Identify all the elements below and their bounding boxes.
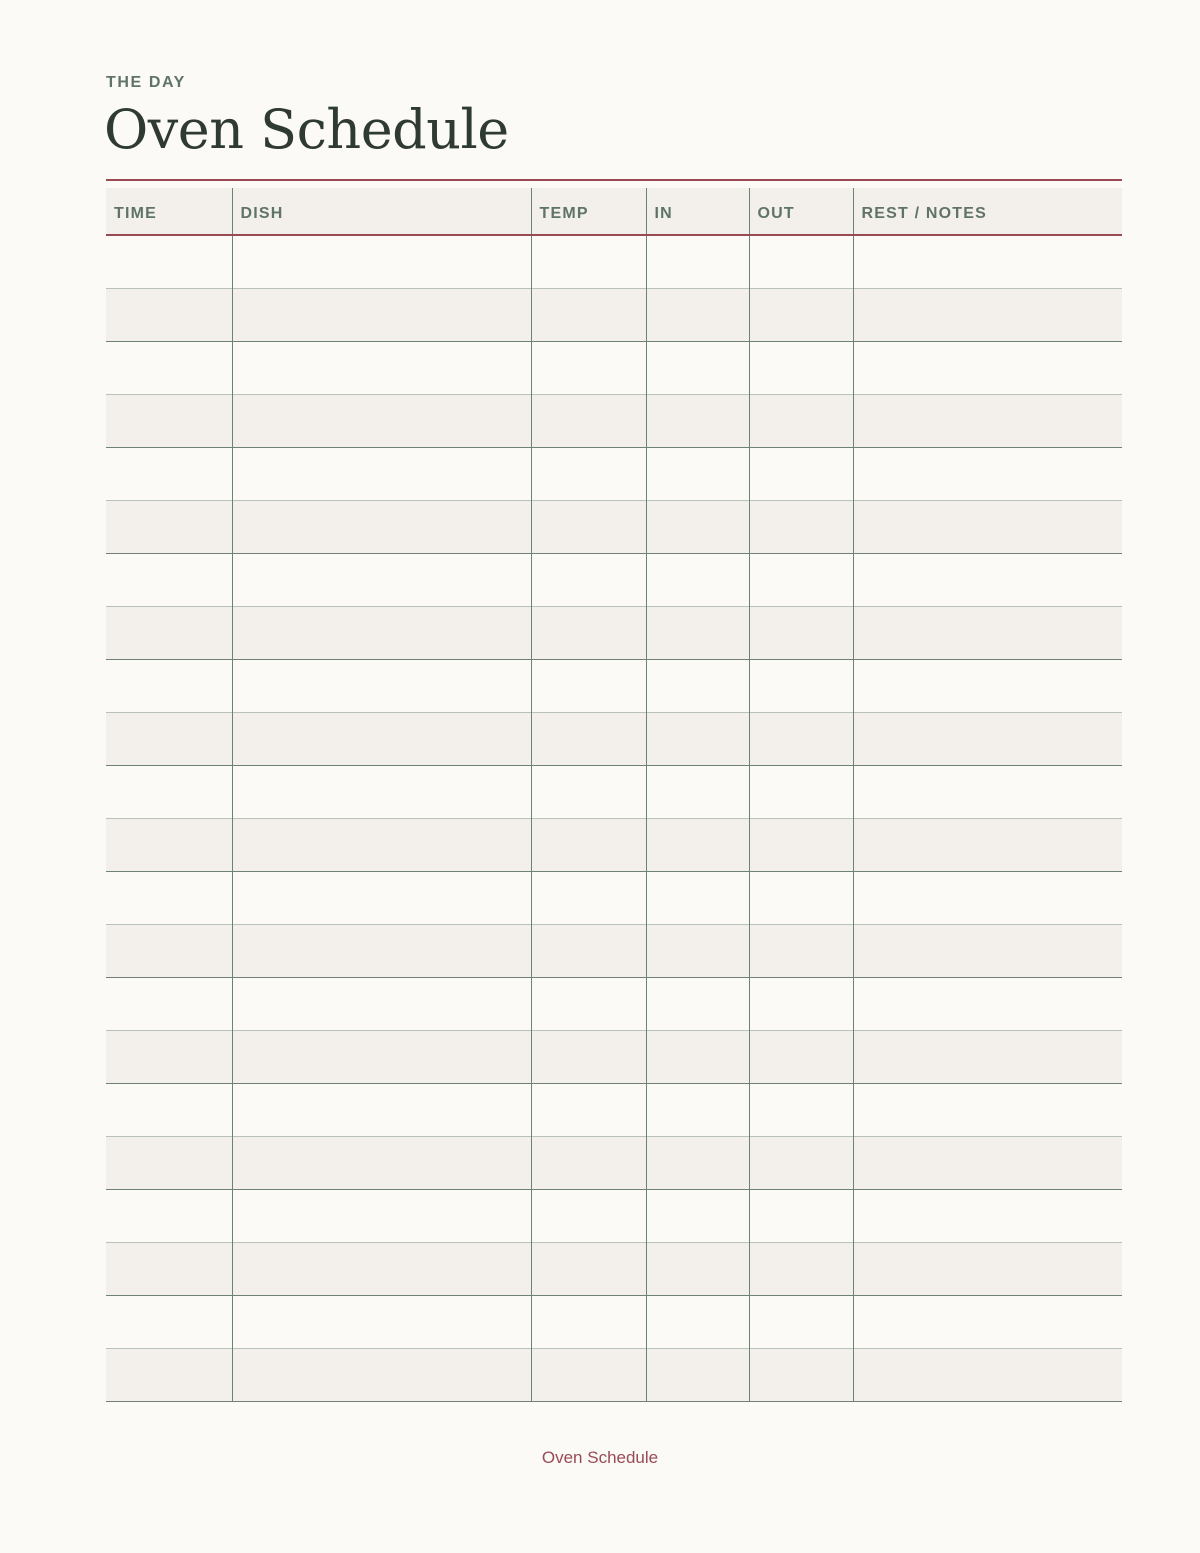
column-header-out: OUT (749, 188, 853, 235)
table-row (106, 394, 1122, 447)
out-cell[interactable] (749, 394, 853, 447)
in-cell[interactable] (646, 977, 749, 1030)
in-cell[interactable] (646, 765, 749, 818)
out-cell[interactable] (749, 659, 853, 712)
table-row (106, 1189, 1122, 1242)
time-cell[interactable] (106, 447, 232, 500)
in-cell[interactable] (646, 235, 749, 288)
in-cell[interactable] (646, 712, 749, 765)
out-cell[interactable] (749, 553, 853, 606)
time-cell[interactable] (106, 606, 232, 659)
time-cell[interactable] (106, 1242, 232, 1295)
in-cell[interactable] (646, 1030, 749, 1083)
time-cell[interactable] (106, 924, 232, 977)
rest-notes-cell[interactable] (853, 712, 1122, 765)
table-row (106, 235, 1122, 288)
eyebrow-label: THE DAY (106, 74, 186, 91)
time-cell[interactable] (106, 235, 232, 288)
rest-notes-cell[interactable] (853, 871, 1122, 924)
rest-notes-cell[interactable] (853, 924, 1122, 977)
rest-notes-cell[interactable] (853, 288, 1122, 341)
dish-cell[interactable] (232, 1295, 531, 1348)
in-cell[interactable] (646, 1189, 749, 1242)
time-cell[interactable] (106, 1348, 232, 1401)
out-cell[interactable] (749, 1295, 853, 1348)
dish-cell[interactable] (232, 977, 531, 1030)
in-cell[interactable] (646, 871, 749, 924)
time-cell[interactable] (106, 1189, 232, 1242)
temp-cell[interactable] (531, 1083, 646, 1136)
dish-cell[interactable] (232, 288, 531, 341)
column-header-time: TIME (114, 205, 158, 222)
out-cell[interactable] (749, 1242, 853, 1295)
out-cell[interactable] (749, 1189, 853, 1242)
time-cell[interactable] (106, 1295, 232, 1348)
time-cell[interactable] (106, 1030, 232, 1083)
dish-cell[interactable] (232, 553, 531, 606)
temp-cell[interactable] (531, 977, 646, 1030)
out-cell[interactable] (749, 818, 853, 871)
dish-cell[interactable] (232, 1242, 531, 1295)
dish-cell[interactable] (232, 924, 531, 977)
out-cell[interactable] (749, 606, 853, 659)
temp-cell[interactable] (531, 1189, 646, 1242)
in-cell[interactable] (646, 924, 749, 977)
out-cell[interactable] (749, 235, 853, 288)
temp-cell[interactable] (531, 553, 646, 606)
dish-cell[interactable] (232, 871, 531, 924)
rest-notes-cell[interactable] (853, 1348, 1122, 1401)
out-cell[interactable] (749, 288, 853, 341)
rest-notes-cell[interactable] (853, 1136, 1122, 1189)
dish-cell[interactable] (232, 1083, 531, 1136)
out-cell[interactable] (749, 712, 853, 765)
time-cell[interactable] (106, 871, 232, 924)
rest-notes-cell[interactable] (853, 765, 1122, 818)
column-header-temp: TEMP (531, 188, 646, 235)
out-cell[interactable] (749, 1348, 853, 1401)
table-row (106, 1242, 1122, 1295)
rest-notes-cell[interactable] (853, 606, 1122, 659)
table-row (106, 871, 1122, 924)
table-row (106, 712, 1122, 765)
dish-cell[interactable] (232, 765, 531, 818)
table-row (106, 659, 1122, 712)
table-row (106, 1295, 1122, 1348)
time-cell[interactable] (106, 553, 232, 606)
rest-notes-cell[interactable] (853, 818, 1122, 871)
table-row (106, 1030, 1122, 1083)
temp-cell[interactable] (531, 712, 646, 765)
dish-cell[interactable] (232, 235, 531, 288)
in-cell[interactable] (646, 1136, 749, 1189)
rest-notes-cell[interactable] (853, 553, 1122, 606)
time-cell[interactable] (106, 500, 232, 553)
in-cell[interactable] (646, 341, 749, 394)
table-row (106, 553, 1122, 606)
temp-cell[interactable] (531, 288, 646, 341)
dish-cell[interactable] (232, 606, 531, 659)
in-cell[interactable] (646, 659, 749, 712)
in-cell[interactable] (646, 606, 749, 659)
temp-cell[interactable] (531, 924, 646, 977)
temp-cell[interactable] (531, 1136, 646, 1189)
temp-cell[interactable] (531, 1030, 646, 1083)
rest-notes-cell[interactable] (853, 659, 1122, 712)
in-cell[interactable] (646, 1242, 749, 1295)
column-header-in: IN (646, 188, 749, 235)
temp-cell[interactable] (531, 871, 646, 924)
temp-cell[interactable] (531, 235, 646, 288)
page-title: Oven Schedule (104, 98, 509, 161)
out-cell[interactable] (749, 447, 853, 500)
dish-cell[interactable] (232, 447, 531, 500)
header-spacer (106, 180, 1122, 188)
time-cell[interactable] (106, 659, 232, 712)
time-cell[interactable] (106, 977, 232, 1030)
dish-cell[interactable] (232, 818, 531, 871)
dish-cell[interactable] (232, 1136, 531, 1189)
out-cell[interactable] (749, 341, 853, 394)
rest-notes-cell[interactable] (853, 341, 1122, 394)
temp-cell[interactable] (531, 765, 646, 818)
in-cell[interactable] (646, 1295, 749, 1348)
dish-cell[interactable] (232, 1189, 531, 1242)
rest-notes-cell[interactable] (853, 235, 1122, 288)
time-cell[interactable] (106, 818, 232, 871)
out-cell[interactable] (749, 977, 853, 1030)
table-row (106, 1083, 1122, 1136)
rest-notes-cell[interactable] (853, 1030, 1122, 1083)
dish-cell[interactable] (232, 500, 531, 553)
column-header-dish: DISH (232, 188, 531, 235)
temp-cell[interactable] (531, 1348, 646, 1401)
table-row (106, 977, 1122, 1030)
temp-cell[interactable] (531, 606, 646, 659)
dish-cell[interactable] (232, 712, 531, 765)
out-cell[interactable] (749, 1030, 853, 1083)
out-cell[interactable] (749, 924, 853, 977)
table-header-row (106, 188, 1122, 235)
in-cell[interactable] (646, 288, 749, 341)
rest-notes-cell[interactable] (853, 394, 1122, 447)
time-cell[interactable] (106, 288, 232, 341)
oven-schedule-table (106, 179, 1122, 1402)
in-cell[interactable] (646, 553, 749, 606)
rest-notes-cell[interactable] (853, 977, 1122, 1030)
rest-notes-cell[interactable] (853, 447, 1122, 500)
table-row (106, 1348, 1122, 1401)
in-cell[interactable] (646, 447, 749, 500)
time-cell[interactable] (106, 765, 232, 818)
dish-cell[interactable] (232, 659, 531, 712)
time-cell[interactable] (106, 712, 232, 765)
table-row (106, 447, 1122, 500)
temp-cell[interactable] (531, 341, 646, 394)
dish-cell[interactable] (232, 1030, 531, 1083)
table-body (106, 235, 1122, 1401)
in-cell[interactable] (646, 1348, 749, 1401)
rest-notes-cell[interactable] (853, 500, 1122, 553)
rest-notes-cell[interactable] (853, 1189, 1122, 1242)
table-row (106, 818, 1122, 871)
table-row (106, 500, 1122, 553)
table-row (106, 288, 1122, 341)
out-cell[interactable] (749, 500, 853, 553)
column-header-rest-notes: REST / NOTES (853, 188, 1122, 235)
dish-cell[interactable] (232, 394, 531, 447)
temp-cell[interactable] (531, 659, 646, 712)
time-cell[interactable] (106, 1083, 232, 1136)
out-cell[interactable] (749, 871, 853, 924)
out-cell[interactable] (749, 765, 853, 818)
temp-cell[interactable] (531, 447, 646, 500)
rest-notes-cell[interactable] (853, 1083, 1122, 1136)
temp-cell[interactable] (531, 394, 646, 447)
temp-cell[interactable] (531, 500, 646, 553)
time-cell[interactable] (106, 394, 232, 447)
temp-cell[interactable] (531, 1242, 646, 1295)
in-cell[interactable] (646, 818, 749, 871)
temp-cell[interactable] (531, 818, 646, 871)
dish-cell[interactable] (232, 341, 531, 394)
out-cell[interactable] (749, 1083, 853, 1136)
table-row (106, 341, 1122, 394)
temp-cell[interactable] (531, 1295, 646, 1348)
out-cell[interactable] (749, 1136, 853, 1189)
in-cell[interactable] (646, 394, 749, 447)
in-cell[interactable] (646, 500, 749, 553)
time-cell[interactable] (106, 1136, 232, 1189)
time-cell[interactable] (106, 341, 232, 394)
footer-text: Oven Schedule (541, 1448, 659, 1467)
in-cell[interactable] (646, 1083, 749, 1136)
table-row (106, 924, 1122, 977)
rest-notes-cell[interactable] (853, 1242, 1122, 1295)
table-row (106, 606, 1122, 659)
table-row (106, 765, 1122, 818)
dish-cell[interactable] (232, 1348, 531, 1401)
rest-notes-cell[interactable] (853, 1295, 1122, 1348)
table-row (106, 1136, 1122, 1189)
